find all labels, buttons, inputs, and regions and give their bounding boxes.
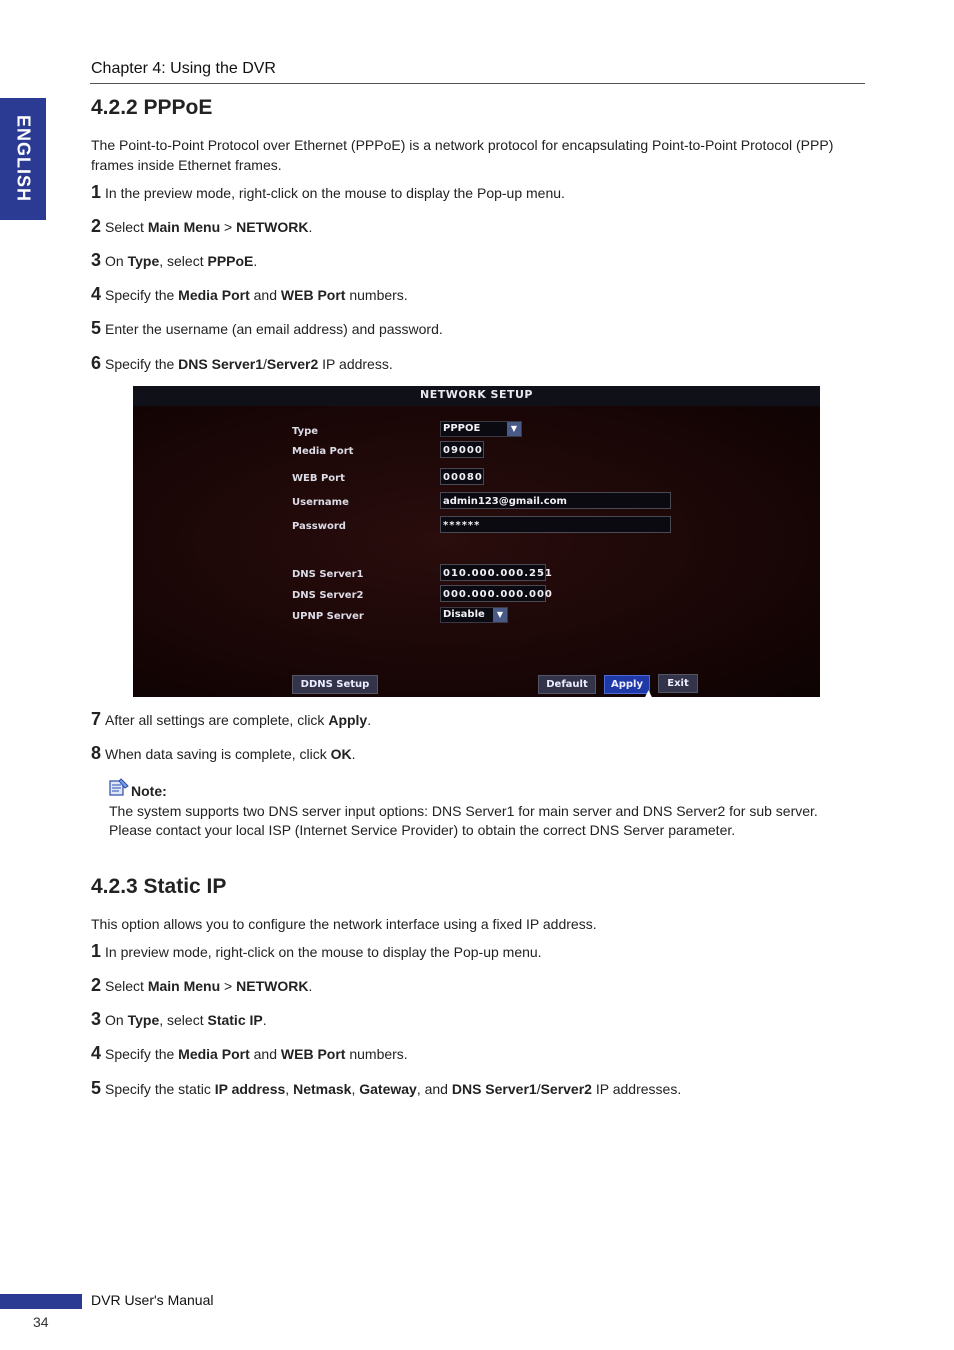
exit-button[interactable]: Exit bbox=[658, 674, 698, 693]
step-number: 3 bbox=[91, 250, 102, 270]
step-text: . bbox=[308, 978, 313, 994]
step-text: . bbox=[351, 746, 356, 762]
footer-accent-bar bbox=[0, 1294, 82, 1309]
step-text: . bbox=[308, 219, 313, 235]
section-heading-pppoe: 4.2.2 PPPoE bbox=[91, 96, 213, 119]
step-text: numbers. bbox=[345, 287, 408, 303]
step-text: Specify the bbox=[105, 287, 179, 303]
step-emphasis: WEB Port bbox=[280, 1046, 346, 1062]
step-number: 5 bbox=[91, 1078, 102, 1098]
mouse-cursor-icon: ▲ bbox=[645, 689, 652, 697]
step-text: On bbox=[105, 1012, 128, 1028]
step-emphasis: Main Menu bbox=[147, 978, 221, 994]
step-emphasis: Main Menu bbox=[147, 219, 221, 235]
section-heading-static-ip: 4.2.3 Static IP bbox=[91, 875, 227, 898]
step-emphasis: Netmask bbox=[293, 1081, 352, 1097]
step-text: IP address. bbox=[318, 356, 393, 372]
ddns-setup-button[interactable]: DDNS Setup bbox=[292, 675, 378, 694]
step-emphasis: Media Port bbox=[178, 1046, 250, 1062]
step-text: Specify the static bbox=[105, 1081, 215, 1097]
step-emphasis: Server2 bbox=[266, 356, 319, 372]
pppoe-step-2 bbox=[91, 216, 312, 237]
type-value: PPPOE bbox=[443, 423, 481, 434]
static-ip-intro: This option allows you to configure the network interface using a fixed IP address. bbox=[91, 916, 597, 932]
pppoe-step-4 bbox=[91, 284, 408, 305]
upnp-server-label: UPNP Server bbox=[292, 611, 364, 622]
note-line: The system supports two DNS server input options: DNS Server1 for main server and DNS Server2 for sub server. bbox=[109, 803, 818, 819]
step-number: 6 bbox=[91, 353, 102, 373]
step-text: , and bbox=[416, 1081, 452, 1097]
default-button[interactable]: Default bbox=[538, 675, 596, 694]
pppoe-step-6 bbox=[91, 353, 393, 374]
static-step-3 bbox=[91, 1009, 267, 1030]
step-emphasis: IP address bbox=[214, 1081, 286, 1097]
step-text: / bbox=[263, 356, 267, 372]
step-text: In preview mode, right-click on the mouse to display the Pop-up menu. bbox=[105, 944, 542, 960]
footer-title: DVR User's Manual bbox=[91, 1292, 214, 1308]
network-setup-screenshot bbox=[133, 386, 820, 697]
step-text: > bbox=[220, 219, 237, 235]
web-port-label: WEB Port bbox=[292, 473, 345, 484]
static-step-1 bbox=[91, 941, 542, 962]
pppoe-step-5 bbox=[91, 318, 443, 339]
step-text: and bbox=[249, 1046, 281, 1062]
step-text: / bbox=[536, 1081, 541, 1097]
step-text: , bbox=[285, 1081, 294, 1097]
step-emphasis: Static IP bbox=[207, 1012, 263, 1028]
type-label: Type bbox=[292, 426, 319, 437]
note-icon bbox=[108, 777, 130, 797]
type-dropdown[interactable] bbox=[440, 421, 522, 437]
language-tab bbox=[0, 98, 46, 220]
step-text: In the preview mode, right-click on the mouse to display the Pop-up menu. bbox=[105, 185, 565, 201]
upnp-server-dropdown[interactable] bbox=[440, 607, 508, 623]
step-number: 2 bbox=[91, 216, 102, 236]
step-text: After all settings are complete, click bbox=[105, 712, 329, 728]
step-text: Specify the bbox=[105, 1046, 179, 1062]
step-text: Select bbox=[105, 219, 148, 235]
step-emphasis: NETWORK bbox=[236, 219, 309, 235]
media-port-label: Media Port bbox=[292, 446, 354, 457]
dns-server2-label: DNS Server2 bbox=[292, 590, 364, 601]
step-emphasis: Media Port bbox=[178, 287, 250, 303]
step-emphasis: PPPoE bbox=[207, 253, 254, 269]
step-text: Select bbox=[105, 978, 148, 994]
username-label: Username bbox=[292, 497, 349, 508]
step-emphasis: DNS Server1 bbox=[451, 1081, 537, 1097]
pppoe-step-1 bbox=[91, 182, 565, 203]
step-text: IP addresses. bbox=[591, 1081, 682, 1097]
step-text: , select bbox=[159, 1012, 208, 1028]
step-emphasis: Apply bbox=[328, 712, 368, 728]
chapter-header: Chapter 4: Using the DVR bbox=[91, 60, 276, 77]
header-divider bbox=[90, 83, 865, 84]
step-text: Specify the bbox=[105, 356, 179, 372]
step-text: and bbox=[249, 287, 281, 303]
dns-server1-label: DNS Server1 bbox=[292, 569, 364, 580]
step-number: 5 bbox=[91, 318, 102, 338]
pppoe-step-8 bbox=[91, 743, 356, 764]
step-number: 1 bbox=[91, 182, 102, 202]
dns-server2-field[interactable]: 000.000.000.000 bbox=[440, 585, 546, 602]
password-field[interactable]: ****** bbox=[440, 516, 671, 533]
step-number: 4 bbox=[91, 1043, 102, 1063]
static-step-5 bbox=[91, 1078, 681, 1099]
step-number: 3 bbox=[91, 1009, 102, 1029]
step-text: On bbox=[105, 253, 128, 269]
step-text: When data saving is complete, click bbox=[105, 746, 331, 762]
step-emphasis: Type bbox=[127, 253, 160, 269]
step-number: 8 bbox=[91, 743, 102, 763]
apply-button[interactable]: Apply bbox=[604, 675, 650, 694]
web-port-field[interactable]: 00080 bbox=[440, 468, 484, 485]
step-text: Enter the username (an email address) and password. bbox=[105, 321, 443, 337]
pppoe-step-7 bbox=[91, 709, 371, 730]
step-emphasis: Type bbox=[127, 1012, 160, 1028]
step-emphasis: NETWORK bbox=[236, 978, 309, 994]
note-label: Note: bbox=[131, 783, 167, 799]
note-body bbox=[109, 802, 869, 840]
static-step-2 bbox=[91, 975, 312, 996]
step-emphasis: WEB Port bbox=[280, 287, 346, 303]
username-field[interactable]: admin123@gmail.com bbox=[440, 492, 671, 509]
screenshot-title: NETWORK SETUP bbox=[420, 388, 533, 401]
pppoe-intro: The Point-to-Point Protocol over Ethernet (PPPoE) is a network protocol for encapsulating Point-to-Point Protocol (PPP) frames inside Ethernet frames. bbox=[91, 137, 834, 173]
upnp-server-value: Disable bbox=[443, 609, 485, 620]
password-label: Password bbox=[292, 521, 346, 532]
step-text: . bbox=[367, 712, 372, 728]
language-tab-label: ENGLISH bbox=[13, 115, 34, 203]
step-text: > bbox=[220, 978, 237, 994]
step-text: . bbox=[262, 1012, 267, 1028]
step-text: numbers. bbox=[345, 1046, 408, 1062]
step-emphasis: OK bbox=[330, 746, 352, 762]
note-line: Please contact your local ISP (Internet Service Provider) to obtain the correct DNS Server parameter. bbox=[109, 822, 736, 838]
step-number: 7 bbox=[91, 709, 102, 729]
step-text: . bbox=[253, 253, 258, 269]
dns-server1-field[interactable]: 010.000.000.251 bbox=[440, 564, 546, 581]
step-number: 1 bbox=[91, 941, 102, 961]
step-number: 4 bbox=[91, 284, 102, 304]
pppoe-step-3 bbox=[91, 250, 257, 271]
step-number: 2 bbox=[91, 975, 102, 995]
chevron-down-icon: ▼ bbox=[507, 422, 521, 436]
page-number: 34 bbox=[33, 1314, 49, 1330]
step-emphasis: Gateway bbox=[359, 1081, 417, 1097]
media-port-field[interactable]: 09000 bbox=[440, 441, 484, 458]
step-emphasis: DNS Server1 bbox=[178, 356, 263, 372]
step-emphasis: Server2 bbox=[540, 1081, 592, 1097]
chevron-down-icon: ▼ bbox=[493, 608, 507, 622]
static-step-4 bbox=[91, 1043, 408, 1064]
step-text: , select bbox=[159, 253, 208, 269]
step-text: , bbox=[351, 1081, 360, 1097]
